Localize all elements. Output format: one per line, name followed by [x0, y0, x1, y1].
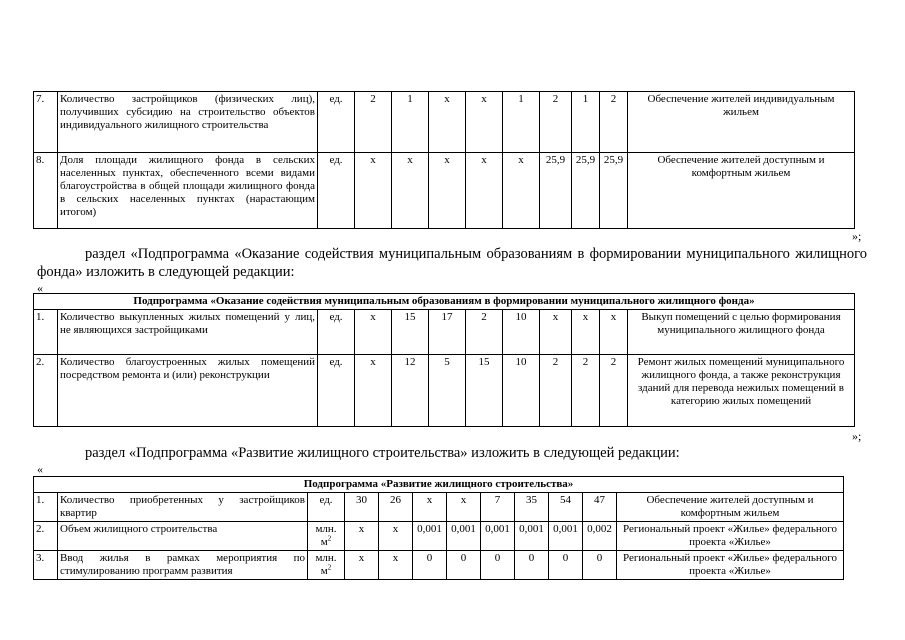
indicator-name: Количество благоустроенных жилых помещений посредством ремонта и (или) реконструкции	[58, 355, 318, 427]
value-cell: х	[466, 153, 503, 229]
value-cell: 25,9	[572, 153, 600, 229]
result-cell: Выкуп помещений с целью формирования муниципального жилищного фонда	[628, 310, 855, 355]
value-cell: 25,9	[540, 153, 572, 229]
unit-cell	[318, 153, 355, 229]
paragraph-subprogram-municipal-fund: раздел «Подпрограмма «Оказание содействия муниципальным образованиям в формировании муниципального жилищного фонда» изложить в следующей редакции:	[37, 246, 867, 280]
unit-cell	[308, 493, 345, 522]
unit-label: ед.	[329, 311, 343, 323]
unit-cell	[308, 522, 345, 551]
result-cell: Обеспечение жителей индивидуальным жильем	[628, 92, 855, 153]
indicator-name: Количество приобретенных у застройщиков квартир	[58, 493, 308, 522]
unit-cell	[318, 92, 355, 153]
table-row	[34, 355, 855, 427]
value-cell: х	[429, 92, 466, 153]
value-cell: 12	[392, 355, 429, 427]
value-cell: 2	[540, 92, 572, 153]
value-cell: х	[355, 310, 392, 355]
value-cell: х	[355, 153, 392, 229]
value-cell: 7	[481, 493, 515, 522]
row-number: 3.	[34, 551, 58, 580]
value-cell: 0	[413, 551, 447, 580]
indicator-name: Доля площади жилищного фонда в сельских населенных пунктах, обеспеченного всеми видами благоустройства в общей площади жилищного фонда в сельских населенных пунктах (нарастающим итогом)	[58, 153, 318, 229]
table-housing-construction	[33, 476, 844, 580]
table-row	[34, 92, 855, 153]
unit-label: млн. м	[315, 523, 337, 548]
value-cell: 0	[549, 551, 583, 580]
value-cell: 2	[600, 355, 628, 427]
closing-quote-2: »;	[852, 429, 862, 443]
value-cell: х	[345, 522, 379, 551]
value-cell: 0,002	[583, 522, 617, 551]
value-cell: 2	[355, 92, 392, 153]
row-number: 1.	[34, 493, 58, 522]
row-number: 8.	[34, 153, 58, 229]
table-municipal-fund	[33, 293, 855, 427]
unit-cell	[318, 355, 355, 427]
value-cell: 2	[540, 355, 572, 427]
value-cell: 30	[345, 493, 379, 522]
unit-label: ед.	[329, 356, 343, 368]
value-cell: х	[572, 310, 600, 355]
value-cell: 5	[429, 355, 466, 427]
value-cell: х	[392, 153, 429, 229]
indicator-name: Ввод жилья в рамках мероприятия по стимулированию программ развития	[58, 551, 308, 580]
table-row	[34, 310, 855, 355]
value-cell: х	[447, 493, 481, 522]
indicator-name: Количество застройщиков (физических лиц), получивших субсидию на строительство объектов индивидуального жилищного строительства	[58, 92, 318, 153]
closing-quote-1: »;	[852, 229, 862, 243]
value-cell: 54	[549, 493, 583, 522]
value-cell: 35	[515, 493, 549, 522]
value-cell: х	[379, 522, 413, 551]
value-cell: х	[379, 551, 413, 580]
opening-quote-2: «	[37, 462, 43, 476]
paragraph-subprogram-housing: раздел «Подпрограмма «Развитие жилищного строительства» изложить в следующей редакции:	[85, 445, 680, 461]
value-cell: х	[503, 153, 540, 229]
value-cell: 0,001	[515, 522, 549, 551]
value-cell: 0	[481, 551, 515, 580]
result-cell: Региональный проект «Жилье» федерального проекта «Жилье»	[617, 551, 844, 580]
row-number: 2.	[34, 355, 58, 427]
value-cell: 0,001	[447, 522, 481, 551]
value-cell: 47	[583, 493, 617, 522]
value-cell: х	[355, 355, 392, 427]
unit-label: ед.	[329, 93, 343, 105]
value-cell: х	[600, 310, 628, 355]
value-cell: 15	[392, 310, 429, 355]
value-cell: 0,001	[413, 522, 447, 551]
result-cell: Обеспечение жителей доступным и комфортным жильем	[617, 493, 844, 522]
row-number: 1.	[34, 310, 58, 355]
table-row	[34, 522, 844, 551]
table-row	[34, 551, 844, 580]
value-cell: 25,9	[600, 153, 628, 229]
unit-label: ед.	[329, 154, 343, 166]
value-cell: х	[413, 493, 447, 522]
value-cell: 0,001	[549, 522, 583, 551]
value-cell: 1	[392, 92, 429, 153]
table-continuation	[33, 91, 855, 229]
unit-label: ед.	[319, 494, 333, 506]
result-cell: Региональный проект «Жилье» федерального проекта «Жилье»	[617, 522, 844, 551]
value-cell: 15	[466, 355, 503, 427]
row-number: 7.	[34, 92, 58, 153]
unit-superscript: 2	[327, 534, 332, 543]
result-cell: Ремонт жилых помещений муниципального жилищного фонда, а также реконструкция зданий для перевода нежилых помещений в категорию жилых помещений	[628, 355, 855, 427]
value-cell: х	[429, 153, 466, 229]
indicator-name: Объем жилищного строительства	[58, 522, 308, 551]
table-row	[34, 153, 855, 229]
value-cell: 0	[447, 551, 481, 580]
value-cell: 0,001	[481, 522, 515, 551]
value-cell: 2	[600, 92, 628, 153]
opening-quote-1: «	[37, 281, 43, 295]
value-cell: 10	[503, 355, 540, 427]
value-cell: 1	[503, 92, 540, 153]
value-cell: 10	[503, 310, 540, 355]
value-cell: 0	[515, 551, 549, 580]
table-header: Подпрограмма «Оказание содействия муниципальным образованиям в формировании муниципального жилищного фонда»	[34, 294, 855, 310]
value-cell: х	[540, 310, 572, 355]
value-cell: 2	[572, 355, 600, 427]
value-cell: х	[466, 92, 503, 153]
value-cell: 17	[429, 310, 466, 355]
value-cell: 2	[466, 310, 503, 355]
value-cell: 26	[379, 493, 413, 522]
unit-label: млн. м	[315, 552, 337, 577]
unit-cell	[308, 551, 345, 580]
indicator-name: Количество выкупленных жилых помещений у лиц, не являющихся застройщиками	[58, 310, 318, 355]
value-cell: х	[345, 551, 379, 580]
row-number: 2.	[34, 522, 58, 551]
value-cell: 1	[572, 92, 600, 153]
value-cell: 0	[583, 551, 617, 580]
table-row	[34, 493, 844, 522]
table-header: Подпрограмма «Развитие жилищного строительства»	[34, 477, 844, 493]
unit-superscript: 2	[327, 563, 332, 572]
unit-cell	[318, 310, 355, 355]
result-cell: Обеспечение жителей доступным и комфортным жильем	[628, 153, 855, 229]
